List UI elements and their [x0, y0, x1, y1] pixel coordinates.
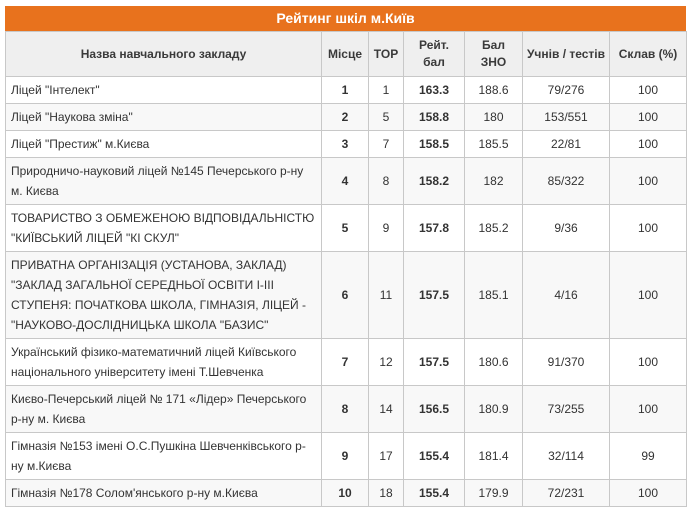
school-rating: 155.4 [404, 480, 465, 507]
table-row [6, 131, 687, 158]
school-name: Природничо-науковий ліцей №145 Печерського р-ну м. Києва [6, 158, 322, 205]
table-row [6, 433, 687, 480]
school-zno: 182 [465, 158, 523, 205]
school-rating: 163.3 [404, 77, 465, 104]
school-rating: 158.2 [404, 158, 465, 205]
table-row [6, 205, 687, 252]
school-place: 1 [322, 77, 369, 104]
school-passed: 100 [610, 205, 687, 252]
school-place: 8 [322, 386, 369, 433]
school-passed: 100 [610, 252, 687, 339]
table-body [6, 77, 687, 507]
column-header-students[interactable]: Учнів / тестів [523, 32, 610, 77]
school-name: ТОВАРИСТВО З ОБМЕЖЕНОЮ ВІДПОВІДАЛЬНІСТЮ "КИЇВСЬКИЙ ЛІЦЕЙ "КІ СКУЛ" [6, 205, 322, 252]
school-top: 9 [369, 205, 404, 252]
school-passed: 100 [610, 77, 687, 104]
school-top: 12 [369, 339, 404, 386]
table-title: Рейтинг шкіл м.Київ [5, 6, 686, 31]
school-rating: 157.8 [404, 205, 465, 252]
school-top: 7 [369, 131, 404, 158]
school-name: Гімназія №178 Солом'янського р-ну м.Києва [6, 480, 322, 507]
school-place: 9 [322, 433, 369, 480]
school-top: 11 [369, 252, 404, 339]
school-place: 7 [322, 339, 369, 386]
school-students: 85/322 [523, 158, 610, 205]
school-top: 14 [369, 386, 404, 433]
school-passed: 100 [610, 386, 687, 433]
school-place: 4 [322, 158, 369, 205]
school-top: 18 [369, 480, 404, 507]
school-zno: 180.9 [465, 386, 523, 433]
table-row [6, 104, 687, 131]
school-top: 17 [369, 433, 404, 480]
school-place: 3 [322, 131, 369, 158]
column-header-passed[interactable]: Склав (%) [610, 32, 687, 77]
school-place: 5 [322, 205, 369, 252]
column-header-rating[interactable]: Рейт. бал [404, 32, 465, 77]
school-name: ПРИВАТНА ОРГАНІЗАЦІЯ (УСТАНОВА, ЗАКЛАД) "ЗАКЛАД ЗАГАЛЬНОЇ СЕРЕДНЬОЇ ОСВІТИ І-ІІІ СТУПЕНЯ: ПОЧАТКОВА ШКОЛА, ГІМНАЗІЯ, ЛІЦЕЙ - "НАУКОВО-ДОСЛІДНИЦЬКА ШКОЛА "БАЗИС" [6, 252, 322, 339]
school-students: 72/231 [523, 480, 610, 507]
ranking-table [5, 31, 687, 507]
school-name: Український фізико-математичний ліцей Київського національного університету імені Т.Шевченка [6, 339, 322, 386]
table-row [6, 252, 687, 339]
school-rating: 157.5 [404, 339, 465, 386]
school-rating: 157.5 [404, 252, 465, 339]
table-row [6, 386, 687, 433]
school-students: 79/276 [523, 77, 610, 104]
school-students: 91/370 [523, 339, 610, 386]
column-header-top[interactable]: TOP [369, 32, 404, 77]
column-header-name[interactable]: Назва навчального закладу [6, 32, 322, 77]
school-rating: 155.4 [404, 433, 465, 480]
table-row [6, 77, 687, 104]
school-students: 4/16 [523, 252, 610, 339]
school-top: 1 [369, 77, 404, 104]
school-top: 8 [369, 158, 404, 205]
table-row [6, 158, 687, 205]
school-passed: 99 [610, 433, 687, 480]
school-passed: 100 [610, 480, 687, 507]
school-zno: 181.4 [465, 433, 523, 480]
school-zno: 180 [465, 104, 523, 131]
school-rating: 158.5 [404, 131, 465, 158]
school-zno: 180.6 [465, 339, 523, 386]
school-students: 32/114 [523, 433, 610, 480]
school-passed: 100 [610, 131, 687, 158]
school-zno: 179.9 [465, 480, 523, 507]
school-students: 153/551 [523, 104, 610, 131]
school-students: 9/36 [523, 205, 610, 252]
school-place: 10 [322, 480, 369, 507]
school-rating: 156.5 [404, 386, 465, 433]
header-row [6, 32, 687, 77]
school-zno: 185.2 [465, 205, 523, 252]
school-top: 5 [369, 104, 404, 131]
school-name: Києво-Печерський ліцей № 171 «Лідер» Печерського р-ну м. Києва [6, 386, 322, 433]
school-place: 2 [322, 104, 369, 131]
school-name: Гімназія №153 імені О.С.Пушкіна Шевченківського р-ну м.Києва [6, 433, 322, 480]
school-name: Ліцей "Престиж" м.Києва [6, 131, 322, 158]
school-rating: 158.8 [404, 104, 465, 131]
school-students: 73/255 [523, 386, 610, 433]
school-passed: 100 [610, 339, 687, 386]
school-zno: 185.1 [465, 252, 523, 339]
ranking-panel [5, 6, 686, 507]
table-row [6, 339, 687, 386]
school-students: 22/81 [523, 131, 610, 158]
school-zno: 188.6 [465, 77, 523, 104]
school-name: Ліцей "Інтелект" [6, 77, 322, 104]
column-header-place[interactable]: Місце [322, 32, 369, 77]
school-zno: 185.5 [465, 131, 523, 158]
school-passed: 100 [610, 104, 687, 131]
school-name: Ліцей "Наукова зміна" [6, 104, 322, 131]
school-place: 6 [322, 252, 369, 339]
school-passed: 100 [610, 158, 687, 205]
column-header-zno[interactable]: Бал ЗНО [465, 32, 523, 77]
table-row [6, 480, 687, 507]
